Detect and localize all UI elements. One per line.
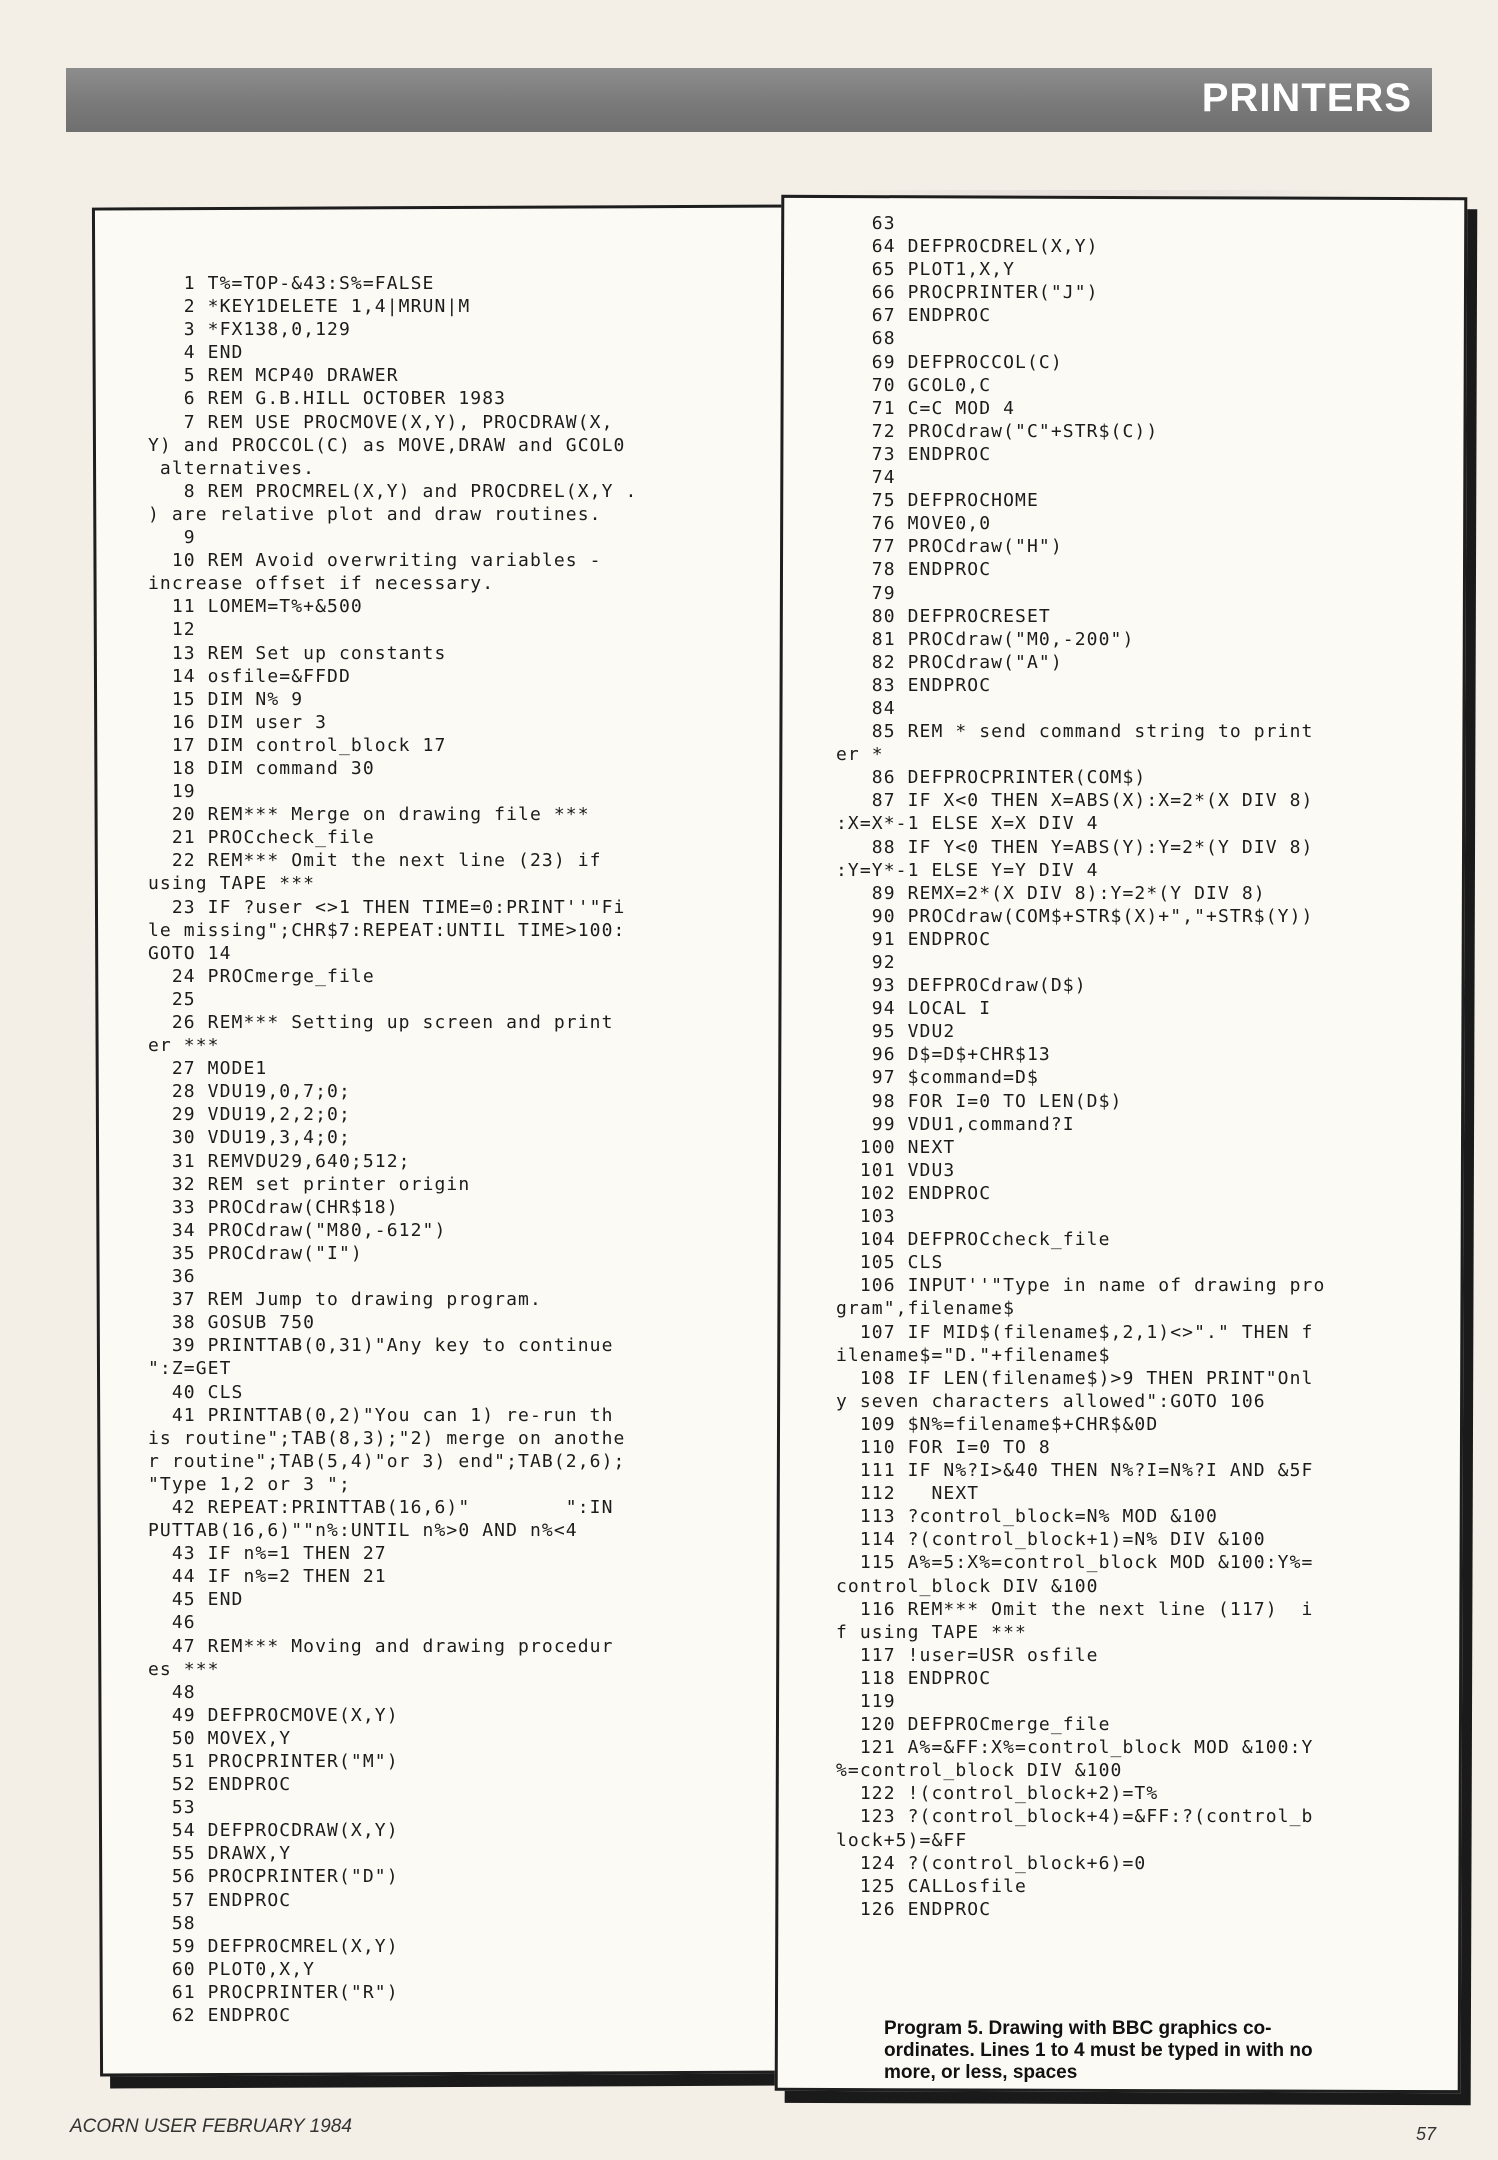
code-line: 114 ?(control_block+1)=N% DIV &100 xyxy=(836,1529,1266,1551)
code-line: 48 xyxy=(148,1681,196,1703)
code-line: 44 IF n%=2 THEN 21 xyxy=(148,1566,387,1588)
code-line: 110 FOR I=0 TO 8 xyxy=(836,1436,1051,1458)
code-line: 112 NEXT xyxy=(836,1483,980,1505)
code-line: 33 PROCdraw(CHR$18) xyxy=(148,1196,399,1218)
section-header-bar xyxy=(66,68,1432,132)
code-line: 26 REM*** Setting up screen and print xyxy=(148,1012,614,1033)
code-line: 21 PROCcheck_file xyxy=(148,827,375,849)
code-line: 85 REM * send command string to print xyxy=(836,721,1314,743)
code-line: 70 GCOL0,C xyxy=(836,374,992,396)
publication-footer: ACORN USER FEBRUARY 1984 xyxy=(70,2116,352,2137)
code-line: 65 PLOT1,X,Y xyxy=(836,259,1016,281)
code-line: 117 !user=USR osfile xyxy=(836,1644,1099,1666)
code-line: 46 xyxy=(148,1612,196,1634)
code-line: er *** xyxy=(148,1035,220,1057)
code-line: 78 ENDPROC xyxy=(836,559,992,581)
code-line: %=control_block DIV &100 xyxy=(836,1760,1123,1782)
code-line: 24 PROCmerge_file xyxy=(148,965,375,987)
code-line: 98 FOR I=0 TO LEN(D$) xyxy=(836,1090,1123,1112)
code-line: 116 REM*** Omit the next line (117) i xyxy=(836,1598,1314,1620)
code-line: 109 $N%=filename$+CHR$&0D xyxy=(836,1413,1159,1435)
code-line: 16 DIM user 3 xyxy=(148,711,328,733)
code-line: 93 DEFPROCdraw(D$) xyxy=(836,975,1087,997)
code-line: 6 REM G.B.HILL OCTOBER 1983 xyxy=(148,388,507,410)
code-line: 13 REM Set up constants xyxy=(148,642,447,664)
code-line: 27 MODE1 xyxy=(148,1058,268,1080)
code-line: 20 REM*** Merge on drawing file *** xyxy=(148,804,590,826)
code-line: 111 IF N%?I>&40 THEN N%?I=N%?I AND &5F xyxy=(836,1460,1314,1482)
code-line: 4 END xyxy=(148,342,244,364)
code-line: 67 ENDPROC xyxy=(836,305,992,327)
code-line: 76 MOVE0,0 xyxy=(836,513,992,535)
code-line: f using TAPE *** xyxy=(836,1621,1027,1643)
program-listing-left xyxy=(148,272,637,2027)
code-line: 58 xyxy=(148,1912,196,1934)
code-line: gram",filename$ xyxy=(836,1298,1016,1320)
code-line: 83 ENDPROC xyxy=(836,674,992,696)
code-line: y seven characters allowed":GOTO 106 xyxy=(836,1390,1266,1412)
code-line: 89 REMX=2*(X DIV 8):Y=2*(Y DIV 8) xyxy=(836,882,1266,904)
code-line: 12 xyxy=(148,619,196,641)
code-line: using TAPE *** xyxy=(148,873,316,895)
code-line: 106 INPUT''"Type in name of drawing pro xyxy=(836,1275,1326,1297)
code-line: 108 IF LEN(filename$)>9 THEN PRINT"Onl xyxy=(836,1367,1314,1389)
code-line: 11 LOMEM=T%+&500 xyxy=(148,596,363,618)
code-line: 60 PLOT0,X,Y xyxy=(148,1958,316,1980)
section-title: PRINTERS xyxy=(1201,76,1412,120)
code-line: GOTO 14 xyxy=(148,942,232,964)
code-line: 115 A%=5:X%=control_block MOD &100:Y%= xyxy=(836,1552,1314,1574)
code-line: 49 DEFPROCMOVE(X,Y) xyxy=(148,1704,399,1726)
code-line: is routine";TAB(8,3);"2) merge on anothe xyxy=(148,1427,626,1449)
code-line: 118 ENDPROC xyxy=(836,1667,992,1689)
code-line: 36 xyxy=(148,1266,196,1288)
code-line: 72 PROCdraw("C"+STR$(C)) xyxy=(836,420,1159,442)
code-line: 62 ENDPROC xyxy=(148,2005,292,2027)
code-line: PUTTAB(16,6)""n%:UNTIL n%>0 AND n%<4 xyxy=(148,1520,578,1542)
code-line: 55 DRAWX,Y xyxy=(148,1843,292,1865)
code-line: 63 xyxy=(836,213,896,234)
program-caption: Program 5. Drawing with BBC graphics co-ordinates. Lines 1 to 4 must be typed in with no more, or less, spaces xyxy=(884,2018,1313,2083)
code-line: 120 DEFPROCmerge_file xyxy=(836,1714,1111,1736)
code-line: 39 PRINTTAB(0,31)"Any key to continue xyxy=(148,1335,614,1357)
code-line: 5 REM MCP40 DRAWER xyxy=(148,365,399,387)
code-line: 47 REM*** Moving and drawing procedur xyxy=(148,1635,614,1657)
code-line: 119 xyxy=(836,1691,896,1712)
code-line: 23 IF ?user <>1 THEN TIME=0:PRINT''"Fi xyxy=(148,896,626,918)
code-line: 71 C=C MOD 4 xyxy=(836,397,1016,419)
code-line: 30 VDU19,3,4;0; xyxy=(148,1127,351,1149)
code-line: 90 PROCdraw(COM$+STR$(X)+","+STR$(Y)) xyxy=(836,905,1314,927)
code-line: r routine";TAB(5,4)"or 3) end";TAB(2,6); xyxy=(148,1450,626,1472)
code-line: ilename$="D."+filename$ xyxy=(836,1344,1111,1366)
code-line: 37 REM Jump to drawing program. xyxy=(148,1289,542,1311)
code-line: 52 ENDPROC xyxy=(148,1774,292,1796)
code-line: 51 PROCPRINTER("M") xyxy=(148,1751,399,1772)
code-line: 18 DIM command 30 xyxy=(148,757,375,779)
code-line: 126 ENDPROC xyxy=(836,1898,992,1920)
code-line: 113 ?control_block=N% MOD &100 xyxy=(836,1506,1218,1528)
code-line: 87 IF X<0 THEN X=ABS(X):X=2*(X DIV 8) xyxy=(836,790,1314,812)
code-line: 1 T%=TOP-&43:S%=FALSE xyxy=(148,273,435,294)
code-line: increase offset if necessary. xyxy=(148,573,495,595)
code-line: 3 *FX138,0,129 xyxy=(148,319,351,341)
code-line: 9 xyxy=(148,527,196,549)
code-line: 61 PROCPRINTER("R") xyxy=(148,1981,399,2003)
code-line: 10 REM Avoid overwriting variables - xyxy=(148,550,602,572)
code-line: 80 DEFPROCRESET xyxy=(836,605,1051,627)
code-line: 8 REM PROCMREL(X,Y) and PROCDREL(X,Y . xyxy=(148,480,638,502)
code-line: 28 VDU19,0,7;0; xyxy=(148,1081,351,1103)
code-line: 42 REPEAT:PRINTTAB(16,6)" ":IN xyxy=(148,1496,614,1518)
code-line: :X=X*-1 ELSE X=X DIV 4 xyxy=(836,813,1099,835)
code-line: 77 PROCdraw("H") xyxy=(836,536,1063,558)
code-line: 102 ENDPROC xyxy=(836,1182,992,1204)
code-line: 74 xyxy=(836,467,896,489)
code-line: 100 NEXT xyxy=(836,1136,956,1158)
code-line: 14 osfile=&FFDD xyxy=(148,665,351,687)
code-line: 84 xyxy=(836,697,896,719)
code-line: 53 xyxy=(148,1797,196,1819)
code-line: "Type 1,2 or 3 "; xyxy=(148,1473,351,1495)
code-line: 123 ?(control_block+4)=&FF:?(control_b xyxy=(836,1806,1314,1828)
code-line: 45 END xyxy=(148,1589,244,1611)
code-line: 35 PROCdraw("I") xyxy=(148,1242,363,1264)
code-line: 101 VDU3 xyxy=(836,1159,956,1181)
code-line: 88 IF Y<0 THEN Y=ABS(Y):Y=2*(Y DIV 8) xyxy=(836,836,1314,858)
program-listing-right xyxy=(836,212,1325,1921)
code-line: 56 PROCPRINTER("D") xyxy=(148,1866,399,1888)
code-line: control_block DIV &100 xyxy=(836,1575,1099,1597)
code-line: 32 REM set printer origin xyxy=(148,1173,471,1195)
code-line: 124 ?(control_block+6)=0 xyxy=(836,1852,1147,1874)
code-line: 94 LOCAL I xyxy=(836,998,992,1020)
code-line: 29 VDU19,2,2;0; xyxy=(148,1104,351,1126)
code-line: 38 GOSUB 750 xyxy=(148,1312,316,1334)
code-line: 81 PROCdraw("M0,-200") xyxy=(836,628,1135,650)
code-line: Y) and PROCCOL(C) as MOVE,DRAW and GCOL0 xyxy=(148,434,626,456)
code-line: 50 MOVEX,Y xyxy=(148,1727,292,1749)
code-line: 86 DEFPROCPRINTER(COM$) xyxy=(836,767,1147,789)
code-line: 7 REM USE PROCMOVE(X,Y), PROCDRAW(X, xyxy=(148,411,614,433)
code-line: 59 DEFPROCMREL(X,Y) xyxy=(148,1935,399,1957)
page-number: 57 xyxy=(1416,2124,1437,2144)
code-line: 31 REMVDU29,640;512; xyxy=(148,1150,411,1172)
code-line: 54 DEFPROCDRAW(X,Y) xyxy=(148,1820,399,1842)
code-line: er * xyxy=(836,744,884,766)
code-line: 92 xyxy=(836,952,896,973)
code-line: 79 xyxy=(836,582,896,604)
code-line: le missing";CHR$7:REPEAT:UNTIL TIME>100: xyxy=(148,919,626,941)
code-line: 19 xyxy=(148,781,196,803)
code-line: 91 ENDPROC xyxy=(836,928,992,950)
code-line: 107 IF MID$(filename$,2,1)<>"." THEN f xyxy=(836,1321,1314,1343)
code-line: 43 IF n%=1 THEN 27 xyxy=(148,1543,387,1565)
code-line: es *** xyxy=(148,1658,220,1680)
code-line: 97 $command=D$ xyxy=(836,1067,1039,1089)
code-line: 95 VDU2 xyxy=(836,1021,956,1043)
code-line: ) are relative plot and draw routines. xyxy=(148,503,602,525)
code-line: 57 ENDPROC xyxy=(148,1889,292,1911)
code-line: 121 A%=&FF:X%=control_block MOD &100:Y xyxy=(836,1737,1314,1759)
code-line: 25 xyxy=(148,988,196,1010)
code-line: 41 PRINTTAB(0,2)"You can 1) re-run th xyxy=(148,1404,614,1426)
code-line: :Y=Y*-1 ELSE Y=Y DIV 4 xyxy=(836,859,1099,881)
code-line: 75 DEFPROCHOME xyxy=(836,490,1039,512)
code-line: 40 CLS xyxy=(148,1381,244,1403)
code-line: 69 DEFPROCCOL(C) xyxy=(836,351,1063,373)
code-line: ":Z=GET xyxy=(148,1358,232,1380)
code-line: 99 VDU1,command?I xyxy=(836,1113,1075,1135)
code-line: 68 xyxy=(836,328,896,350)
code-line: 104 DEFPROCcheck_file xyxy=(836,1229,1111,1251)
code-line: 17 DIM control_block 17 xyxy=(148,734,447,756)
code-line: 64 DEFPROCDREL(X,Y) xyxy=(836,236,1099,258)
code-line: 105 CLS xyxy=(836,1252,944,1274)
code-line: 103 xyxy=(836,1206,896,1228)
code-line: lock+5)=&FF xyxy=(836,1829,968,1851)
code-line: 73 ENDPROC xyxy=(836,443,992,465)
code-line: 125 CALLosfile xyxy=(836,1875,1027,1897)
code-line: 34 PROCdraw("M80,-612") xyxy=(148,1219,447,1241)
code-line: 122 !(control_block+2)=T% xyxy=(836,1783,1159,1805)
code-line: 96 D$=D$+CHR$13 xyxy=(836,1044,1051,1066)
code-line: 2 *KEY1DELETE 1,4|MRUN|M xyxy=(148,296,471,318)
code-line: 15 DIM N% 9 xyxy=(148,688,304,710)
code-line: alternatives. xyxy=(148,457,316,479)
code-line: 66 PROCPRINTER("J") xyxy=(836,282,1099,304)
code-line: 22 REM*** Omit the next line (23) if xyxy=(148,850,602,872)
code-line: 82 PROCdraw("A") xyxy=(836,651,1063,673)
